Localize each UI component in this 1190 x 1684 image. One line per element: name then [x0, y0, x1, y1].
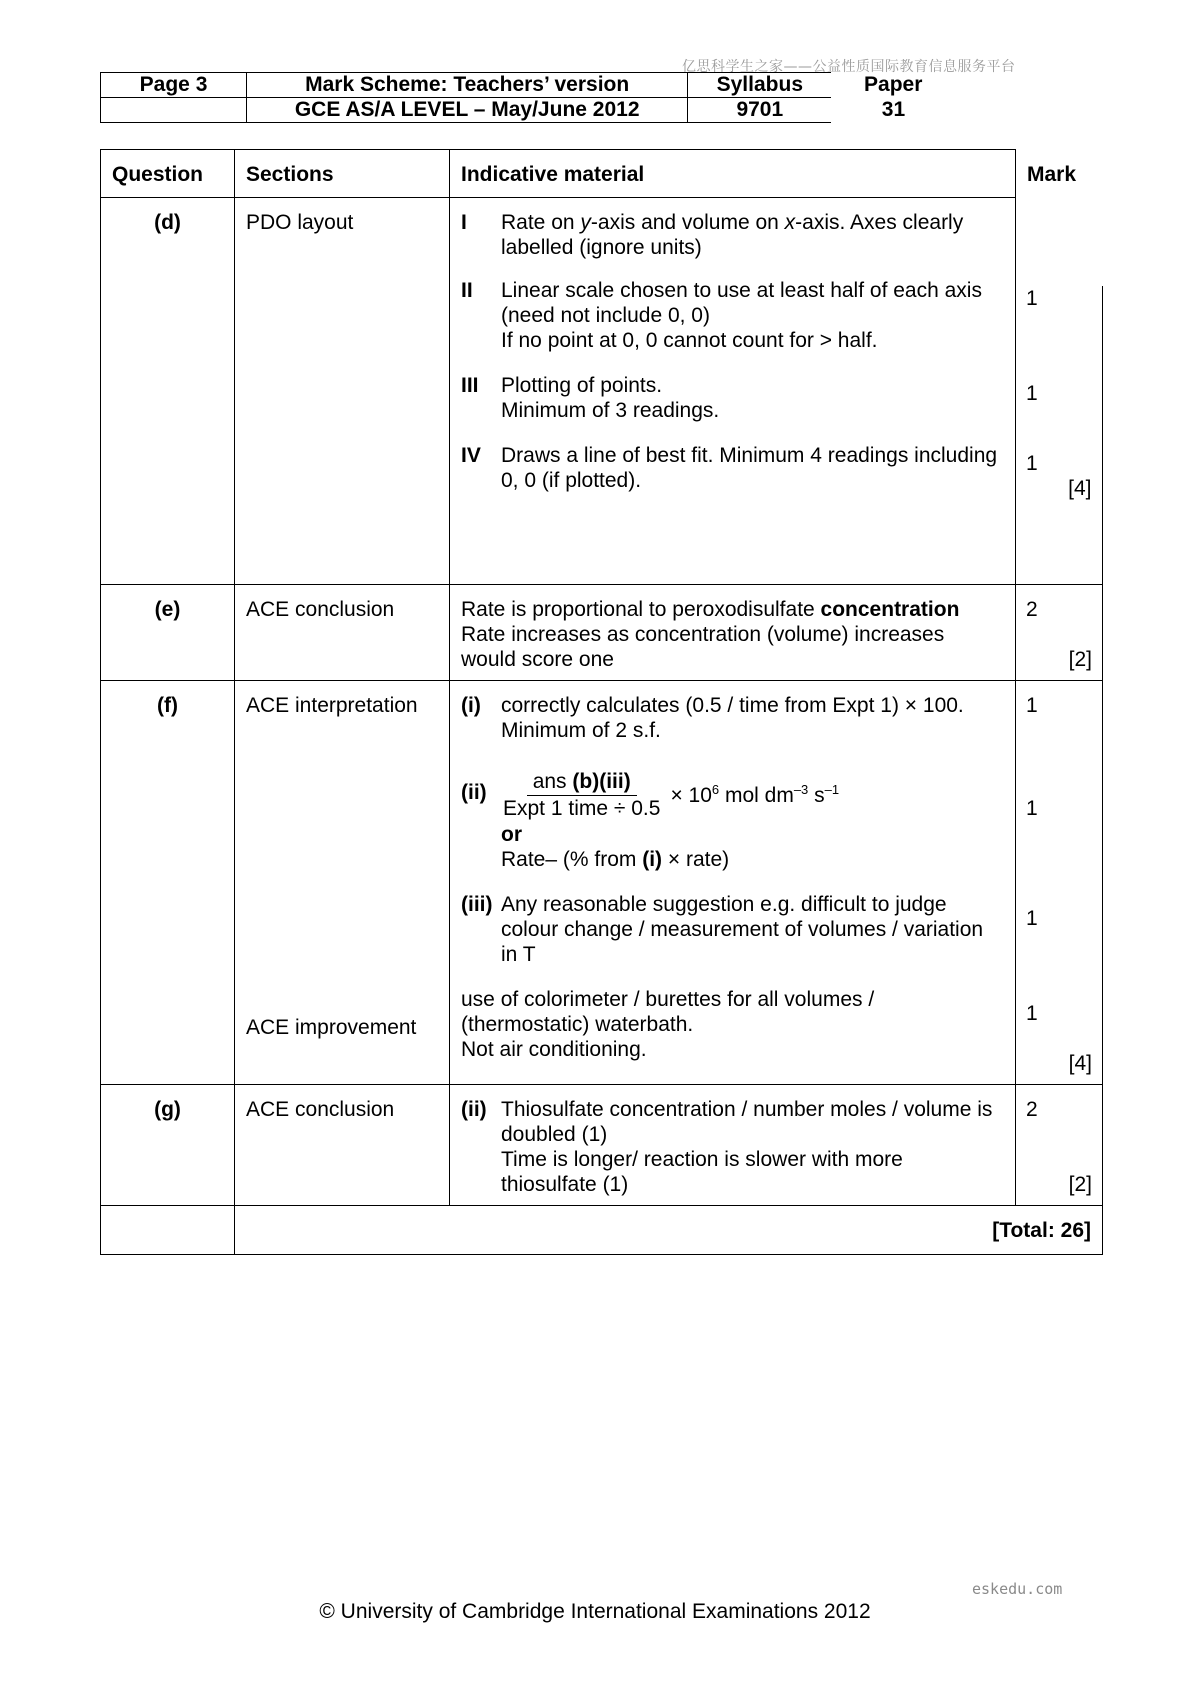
mark-cell: [1016, 1084, 1103, 1205]
paper-number: 31: [881, 98, 906, 121]
watermark-top: 亿思科学生之家——公益性质国际教育信息服务平台: [682, 59, 1016, 75]
item-text: Linear scale chosen to use at least half of each axis (need not include 0, 0) If no point at 0, 0 cannot count for > half.: [501, 279, 982, 352]
indicative-material: [450, 1084, 1016, 1205]
question-label: (e): [101, 584, 235, 680]
mark-value: 1: [1026, 906, 1038, 930]
question-label: (d): [101, 198, 235, 585]
mark-total: [2]: [1068, 1172, 1092, 1196]
rate-formula: [501, 769, 1004, 822]
item-label: IV: [461, 444, 481, 467]
mark-cell: [1016, 198, 1103, 585]
syllabus-label: Syllabus: [688, 73, 832, 98]
section-label: ACE interpretation ACE improvement: [235, 680, 450, 1084]
fraction-numerator: ans (b)(iii): [527, 769, 637, 796]
section-label: PDO layout: [235, 198, 450, 585]
mark-value: 1: [1026, 451, 1038, 475]
table-row: [101, 584, 1103, 680]
mark-value: 1: [1026, 693, 1038, 717]
mark-scheme-table: [100, 149, 1103, 1255]
item-text: Rate increases as concentration (volume) increases would score one: [461, 622, 945, 671]
mark-cell: [1016, 680, 1103, 1084]
section-label: ACE conclusion: [235, 1084, 450, 1205]
improvement-text: use of colorimeter / burettes for all volumes / (thermostatic) waterbath. Not air conditioning.: [461, 987, 875, 1061]
item-label: (iii): [461, 892, 493, 916]
copyright-footer: © University of Cambridge International Examinations 2012: [319, 1600, 871, 1623]
document-title: Mark Scheme: Teachers’ version: [247, 73, 688, 98]
question-label: (f): [101, 680, 235, 1084]
indicative-material: [450, 198, 1016, 585]
col-question: Question: [101, 150, 235, 198]
table-row: [101, 1084, 1103, 1205]
mark-total: [2]: [1068, 647, 1092, 671]
mark-value: 1: [1026, 1001, 1038, 1025]
grand-total: [Total: 26]: [235, 1205, 1103, 1254]
item-label: III: [461, 374, 479, 397]
item-text: or Rate– (% from (i) × rate): [501, 822, 730, 871]
mark-cell: [1016, 584, 1103, 680]
mark-value: 1: [1026, 286, 1038, 310]
item-label: (ii): [461, 780, 487, 804]
item-label: (i): [461, 693, 481, 717]
indicative-material: [450, 680, 1016, 1084]
item-text: Draws a line of best fit. Minimum 4 readings including 0, 0 (if plotted).: [501, 444, 998, 492]
item-text: correctly calculates (0.5 / time from Expt 1) × 100. Minimum of 2 s.f.: [501, 693, 964, 742]
section-label: ACE conclusion: [235, 584, 450, 680]
col-material: Indicative material: [450, 150, 1016, 198]
question-label: (g): [101, 1084, 235, 1205]
watermark-bottom: eskedu.com: [972, 1580, 1063, 1598]
item-text: Thiosulfate concentration / number moles / volume is doubled (1) Time is longer/ reaction is slower with more thiosulfate (1): [501, 1097, 993, 1196]
formula-units: × $10^6$ mol $dm^{-3}$ $s^{-1}$: [670, 781, 840, 807]
mark-value: 1: [1026, 796, 1038, 820]
total-row: [101, 1205, 1103, 1254]
item-label: II: [461, 279, 473, 302]
item-text: Plotting of points. Minimum of 3 readings.: [501, 374, 720, 422]
mark-total: [4]: [1068, 476, 1092, 500]
indicative-material: [450, 584, 1016, 680]
header-table: [100, 72, 956, 123]
col-mark: Mark: [1016, 150, 1103, 198]
item-text: Any reasonable suggestion e.g. difficult to judge colour change / measurement of volumes / variation in T: [501, 892, 984, 966]
table-header-row: [101, 150, 1103, 198]
item-text: Rate on y-axis and volume on x-axis. Axes clearly labelled (ignore units): [501, 211, 964, 259]
item-label: I: [461, 211, 467, 234]
item-label: (ii): [461, 1097, 487, 1121]
mark-total: [4]: [1068, 1051, 1092, 1075]
document-subtitle: GCE AS/A LEVEL – May/June 2012: [247, 98, 688, 123]
section-label-improvement: ACE improvement: [246, 1015, 417, 1039]
item-text: Rate is proportional to peroxodisulfate concentration: [461, 597, 960, 621]
col-sections: Sections: [235, 150, 450, 198]
page-blank: [101, 98, 247, 123]
page-number: Page 3: [101, 73, 247, 98]
mark-value: 2: [1026, 1097, 1038, 1121]
total-row-blank: [101, 1205, 235, 1254]
table-row: [101, 680, 1103, 1084]
syllabus-code: 9701: [688, 98, 832, 123]
mark-value: 2: [1026, 597, 1038, 621]
table-row: [101, 198, 1103, 585]
fraction-denominator: Expt 1 time ÷ 0.5: [503, 796, 661, 820]
mark-value: 1: [1026, 381, 1038, 405]
paper-label: Paper: [864, 73, 923, 96]
